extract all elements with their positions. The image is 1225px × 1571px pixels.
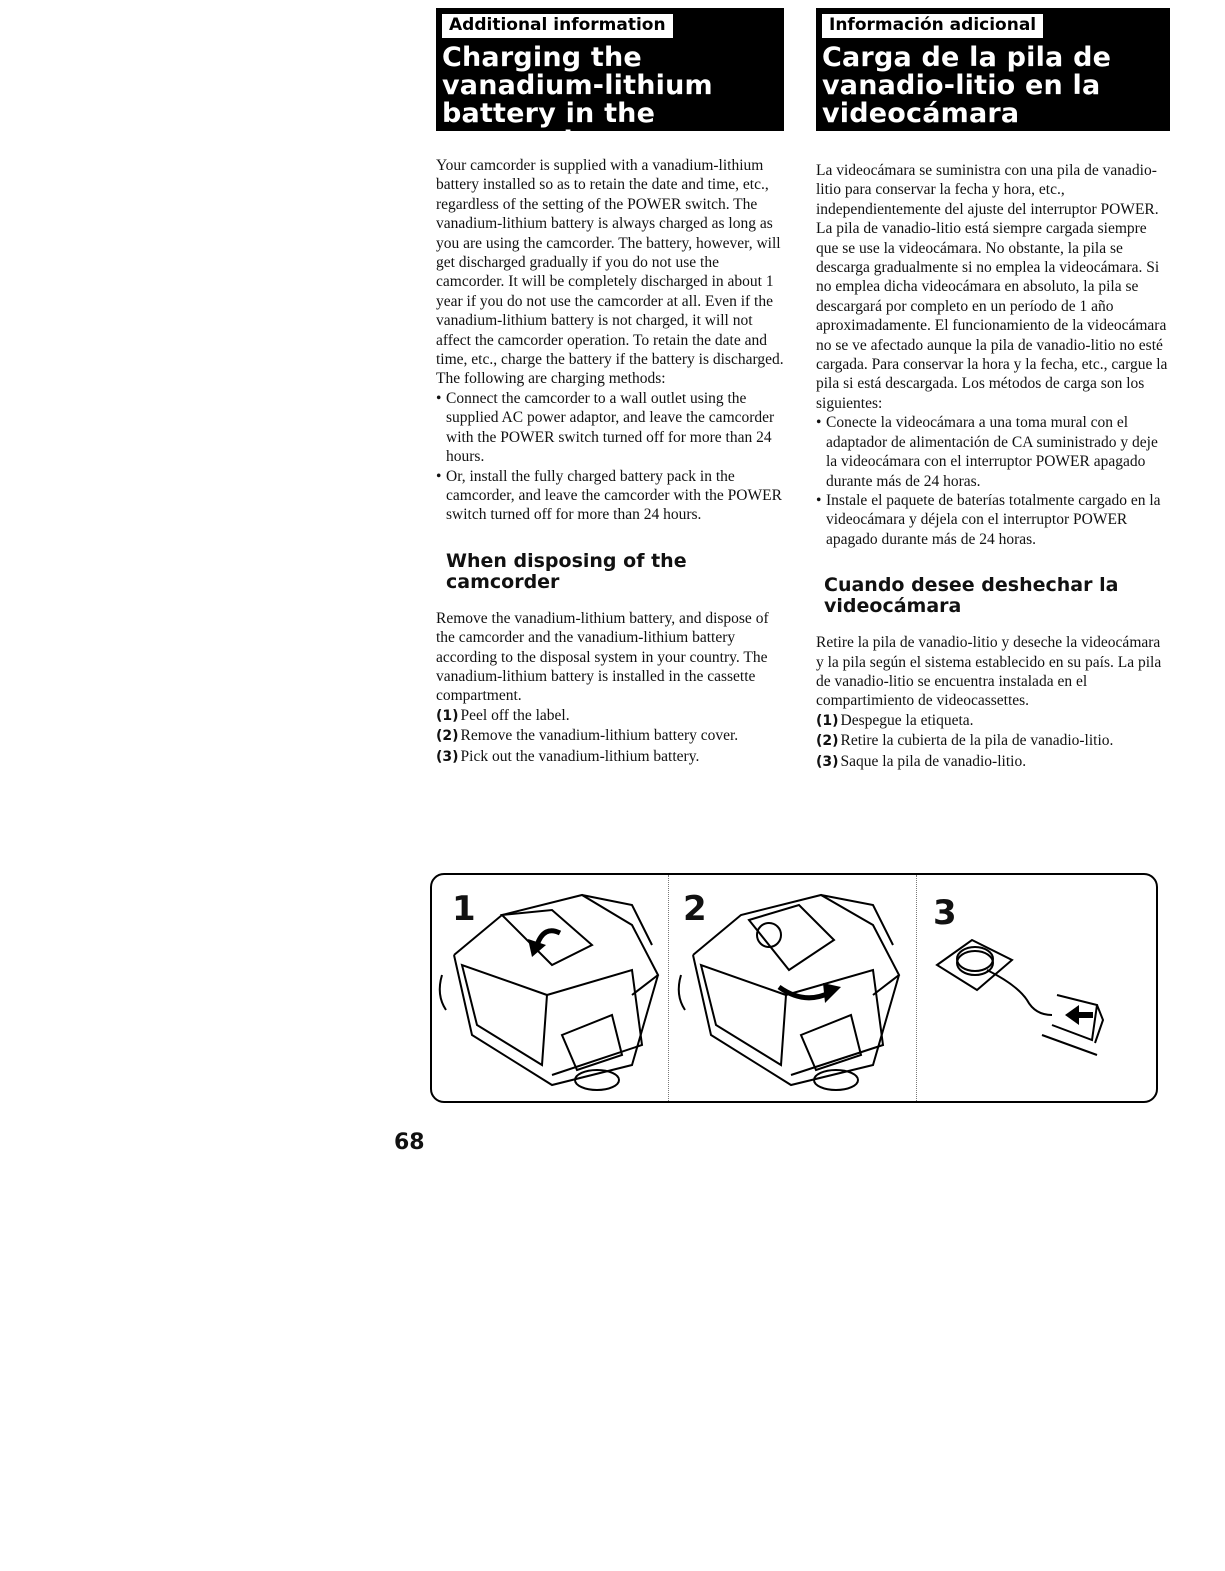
page-title: Carga de la pila de vanadio-litio en la videocámara: [822, 42, 1112, 129]
step-item: (1) Despegue la etiqueta.: [816, 711, 974, 729]
disposal-steps: [436, 706, 784, 767]
intro-paragraph: La videocámara se suministra con una pila de vanadio-litio para conservar la fecha y hora, etc., independientemente del ajuste del interruptor POWER. La pila de vanadio-litio está siempre cargada siempre que se use la videocámara. No obstante, la pila se descarga gradualmente si no emplea la videocámara. Si no emplea dicha videocámara en absoluto, la pila se descargará por completo en un período de 1 año aproximadamente. El funcionamiento de la videocámara no se ve afectado aunque la pila de vanadio-litio no esté cargada. Para conservar la hora y la fecha, etc., cargue la pila si está descargada. Los métodos de carga son los siguientes:: [816, 162, 1168, 412]
disposal-heading: Cuando desee deshechar la videocámara: [824, 574, 1119, 618]
section-label: Additional information: [442, 14, 673, 38]
spanish-header: [816, 8, 1170, 131]
panel-number: 3: [933, 893, 957, 933]
step-item: (1) Peel off the label.: [436, 706, 570, 724]
panel-number: 1: [452, 889, 476, 929]
disposal-steps: [816, 711, 1170, 772]
step-item: (2) Remove the vanadium-lithium battery cover.: [436, 727, 739, 745]
list-item: • Or, install the fully charged battery pack in the camcorder, and leave the camcorder with the POWER switch turned off for more than 24 hours.: [436, 467, 782, 524]
intro-paragraph: Your camcorder is supplied with a vanadium-lithium battery installed so as to retain the date and time, etc., regardless of the setting of the POWER switch. The vanadium-lithium battery is always charged as long as you are using the camcorder. The battery, however, will get discharged gradually if you do not use the camcorder. It will be completely discharged in about 1 year if you do not use the camcorder at all. Even if the vanadium-lithium battery is not charged, it will not affect the camcorder operation. To retain the date and time, etc., charge the battery if the battery is discharged. The following are charging methods:: [436, 157, 784, 388]
english-header: [436, 8, 784, 157]
charging-methods-list: [436, 389, 784, 525]
list-item: • Conecte la videocámara a una toma mural con el adaptador de alimentación de CA suministrado y deje la videocámara con el interruptor POWER apagado durante más de 24 horas.: [816, 414, 1158, 490]
panel-number: 2: [683, 889, 707, 929]
spanish-column: [816, 8, 1170, 772]
charging-methods-list: [816, 413, 1170, 549]
section-label: Información adicional: [822, 14, 1043, 38]
disposal-heading: When disposing of the camcorder: [446, 549, 687, 593]
step-item: (3) Pick out the vanadium-lithium battery.: [436, 747, 700, 765]
illustration-figure: [430, 873, 1158, 1103]
step-item: (2) Retire la cubierta de la pila de vanadio-litio.: [816, 732, 1114, 750]
camcorder-open-compartment-icon: [432, 875, 668, 1103]
coin-battery-removal-icon: [917, 875, 1158, 1103]
disposal-paragraph: Remove the vanadium-lithium battery, and dispose of the camcorder and the vanadium-lithium battery according to the disposal system in your country. The vanadium-lithium battery is installed in the cassette compartment.: [436, 609, 769, 705]
camcorder-battery-cover-icon: [669, 875, 917, 1103]
list-item: • Instale el paquete de baterías totalmente cargado en la videocámara y déjela con el interruptor POWER apagado durante más de 24 horas.: [816, 491, 1161, 548]
step-item: (3) Saque la pila de vanadio-litio.: [816, 752, 1027, 770]
page-number: 68: [394, 1130, 425, 1155]
figure-panel-1: [432, 875, 668, 1101]
english-column: [436, 8, 784, 767]
page-title: Charging the vanadium-lithium battery in the camcorder: [442, 42, 713, 157]
figure-panel-2: [668, 875, 917, 1101]
disposal-paragraph: Retire la pila de vanadio-litio y deseche la videocámara y la pila según el sistema establecido en su país. La pila de vanadio-litio se encuentra instalada en el compartimiento de videocassettes.: [816, 634, 1162, 710]
list-item: • Connect the camcorder to a wall outlet using the supplied AC power adaptor, and leave the camcorder with the POWER switch turned off for more than 24 hours.: [436, 389, 775, 466]
figure-panel-3: [916, 875, 1158, 1101]
